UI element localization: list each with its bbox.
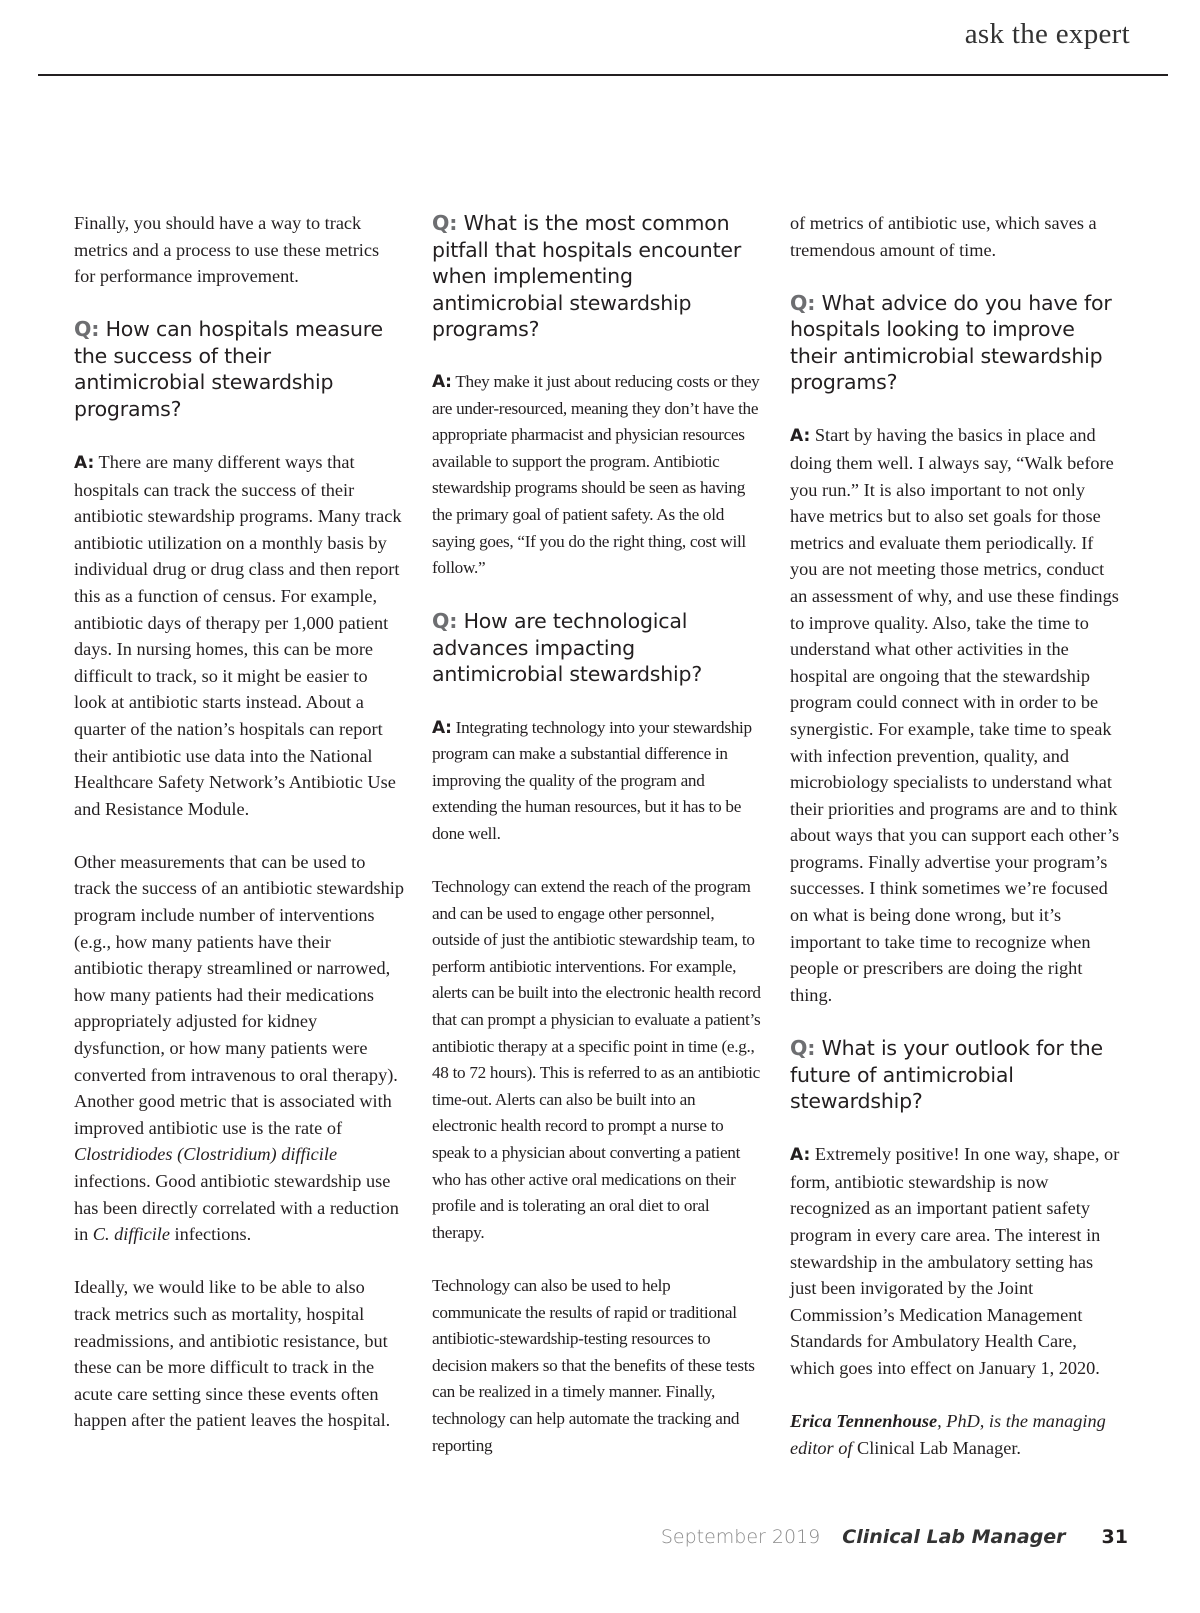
- author-bio-text: , PhD, is the managing editor of: [790, 1411, 1106, 1458]
- text-run: Other measurements that can be used to track the success of an antibiotic stewardship program include number of interventions (e.g., how many patients have their antibiotic therapy streamlined or narrowed, how many patients had their medications appropriately adjusted for kidney dysfunction, or how many patients were converted from intravenous to oral therapy). Another good metric that is associated with improved antibiotic use is the rate of: [74, 851, 404, 1138]
- answer-label: A:: [790, 426, 811, 447]
- body-paragraph: Finally, you should have a way to track metrics and a process to use these metrics for performance improvement.: [74, 213, 380, 287]
- magazine-name: Clinical Lab Manager: [842, 1526, 1066, 1548]
- author-name: Erica Tennenhouse: [790, 1411, 938, 1432]
- header-rule: [38, 74, 1168, 76]
- body-paragraph: Technology can also be used to help communicate the results of rapid or traditional antibiotic-stewardship-testing resources to decision makers so that the benefits of these tests can be realized in a timely manner. Finally, technology can help automate the tracking and reporting: [432, 1276, 755, 1455]
- issue-date: September 2019: [660, 1526, 821, 1548]
- question-heading: [432, 608, 762, 688]
- text-run: infections.: [169, 1224, 252, 1245]
- page-footer: [661, 1526, 1128, 1548]
- question-label: Q:: [432, 609, 458, 634]
- question-label: Q:: [74, 317, 100, 342]
- answer-text: Extremely positive! In one way, shape, or form, antibiotic stewardship is now recognized as an important patient safety program in every care area. The interest in stewardship in the ambulatory setting has just been invigorated by the Joint Commission’s Medication Management Standards for Ambulatory Health Care, which goes into effect on January 1, 2020.: [790, 1144, 1120, 1378]
- text-run: infections. Good antibiotic stewardship use has been directly correlated with a reduction in: [74, 1171, 399, 1245]
- italic-term: Clostridiodes (Clostridium) difficile: [74, 1144, 338, 1165]
- question-heading: [790, 1035, 1120, 1115]
- column-2: [432, 210, 762, 1461]
- answer-paragraph: [790, 1141, 1120, 1381]
- publication-name: Clinical Lab Manager.: [857, 1437, 1021, 1458]
- answer-paragraph: [790, 422, 1120, 1008]
- question-label: Q:: [790, 290, 816, 315]
- italic-term: C. difficile: [92, 1224, 170, 1245]
- body-paragraph: Technology can extend the reach of the program and can be used to engage other personnel, outside of just the antibiotic stewardship team, to perform antibiotic interventions. For example, alerts can be built into the electronic health record that can prompt a physician to evaluate a patient’s antibiotic therapy at a specific point in time (e.g., 48 to 72 hours). This is referred to as an antibiotic time-out. Alerts can also be built into an electronic health record to prompt a nurse to speak to a physician about converting a patient who has other active oral medications on their profile and is tolerating an oral diet to oral therapy.: [432, 877, 761, 1242]
- section-label: ask the expert: [964, 18, 1130, 50]
- answer-label: A:: [432, 717, 452, 738]
- answer-paragraph: [74, 449, 404, 822]
- question-text: What is your outlook for the future of antimicrobial stewardship?: [790, 1036, 1103, 1114]
- answer-label: A:: [790, 1145, 811, 1166]
- question-heading: [790, 290, 1120, 396]
- column-1: [74, 210, 404, 1461]
- question-text: How can hospitals measure the success of their antimicrobial stewardship programs?: [74, 317, 383, 421]
- article-columns: [74, 210, 1120, 1461]
- question-text: How are technological advances impacting antimicrobial stewardship?: [432, 609, 703, 687]
- question-heading: [74, 316, 404, 422]
- question-text: What advice do you have for hospitals looking to improve their antimicrobial stewardship programs?: [790, 290, 1112, 395]
- body-paragraph: of metrics of antibiotic use, which saves a tremendous amount of time.: [790, 213, 1097, 260]
- answer-text: There are many different ways that hospitals can track the success of their antibiotic stewardship programs. Many track antibiotic utilization on a monthly basis by individual drug or drug class and then report this as a function of census. For example, antibiotic days of therapy per 1,000 patient days. In nursing homes, this can be more difficult to track, so it might be easier to look at antibiotic starts instead. About a quarter of the nation’s hospitals can report their antibiotic use data into the National Healthcare Safety Network’s Antibiotic Use and Resistance Module.: [74, 451, 402, 819]
- page-number: 31: [1101, 1526, 1128, 1548]
- column-3: [790, 210, 1120, 1461]
- author-bio: [790, 1408, 1120, 1461]
- answer-paragraph: [432, 715, 762, 848]
- answer-text: Start by having the basics in place and doing them well. I always say, “Walk before you run.” It is also important to not only have metrics but to also set goals for those metrics and evaluate them periodically. If you are not meeting those metrics, conduct an assessment of why, and use these findings to improve quality. Also, take the time to understand what other activities in the hospital are ongoing that the stewardship program could connect with in order to be synergistic. For example, take time to speak with infection prevention, quality, and microbiology specialists to understand what their priorities and programs are and to think about ways that you can support each other’s programs. Finally advertise your program’s successes. I think sometimes we’re focused on what is being done wrong, but it’s important to take time to recognize when people or prescribers are doing the right thing.: [790, 425, 1120, 1005]
- answer-label: A:: [432, 372, 452, 393]
- answer-text: Integrating technology into your stewardship program can make a substantial difference in improving the quality of the program and extending the human resources, but it has to be done well.: [432, 717, 752, 843]
- question-text: What is the most common pitfall that hospitals encounter when implementing antimicrobial stewardship programs?: [432, 211, 742, 341]
- answer-text: They make it just about reducing costs or they are under-resourced, meaning they don’t have the appropriate pharmacist and physician resources available to support the program. Antibiotic stewardship programs should be seen as having the primary goal of patient safety. As the old saying goes, “If you do the right thing, cost will follow.”: [432, 372, 760, 578]
- question-label: Q:: [432, 211, 458, 235]
- answer-paragraph: [432, 369, 762, 582]
- question-heading: [432, 210, 762, 343]
- body-paragraph: Ideally, we would like to be able to also track metrics such as mortality, hospital readmissions, and antibiotic resistance, but these can be more difficult to track in the acute care setting since these events often happen after the patient leaves the hospital.: [74, 1277, 391, 1431]
- answer-label: A:: [74, 452, 95, 473]
- question-label: Q:: [790, 1036, 816, 1061]
- body-paragraph: [74, 849, 404, 1248]
